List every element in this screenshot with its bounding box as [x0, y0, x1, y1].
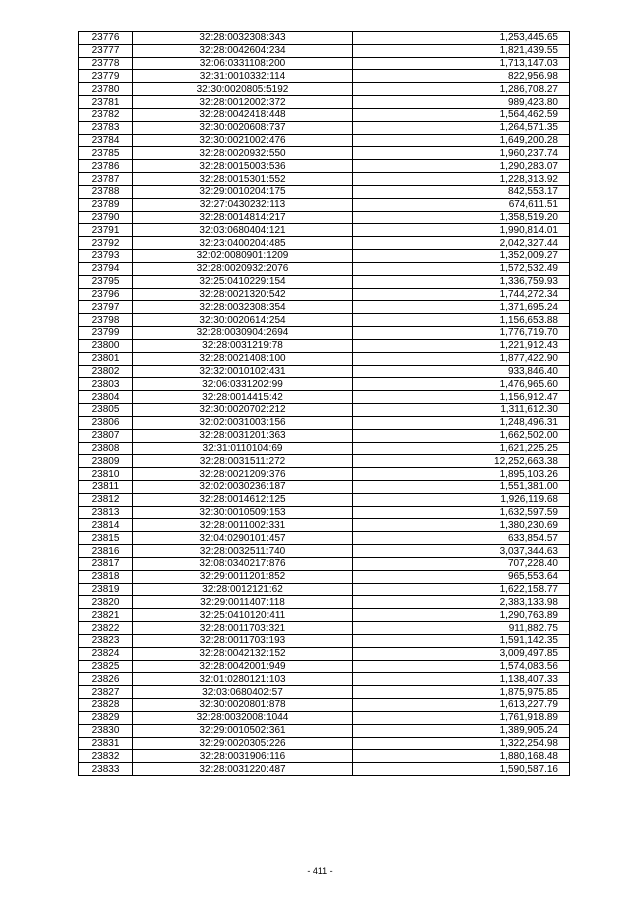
amount-cell: 1,389,905.24 [353, 724, 570, 737]
row-id-cell: 23821 [79, 609, 133, 622]
cadastral-number-cell: 32:30:0021002:476 [133, 134, 353, 147]
amount-cell: 1,564,462.59 [353, 108, 570, 121]
row-id-cell: 23831 [79, 737, 133, 750]
row-id-cell: 23826 [79, 673, 133, 686]
row-id-cell: 23781 [79, 96, 133, 109]
row-id-cell: 23818 [79, 570, 133, 583]
row-id-cell: 23784 [79, 134, 133, 147]
row-id-cell: 23801 [79, 352, 133, 365]
table-row [79, 288, 570, 301]
cadastral-number-cell: 32:28:0012121:62 [133, 583, 353, 596]
cadastral-number-cell: 32:28:0014814:217 [133, 211, 353, 224]
amount-cell: 1,649,200.28 [353, 134, 570, 147]
table-row [79, 160, 570, 173]
table-row [79, 763, 570, 776]
row-id-cell: 23787 [79, 173, 133, 186]
table-row [79, 724, 570, 737]
cadastral-number-cell: 32:30:0020608:737 [133, 121, 353, 134]
table-row [79, 686, 570, 699]
table-row [79, 339, 570, 352]
table-row [79, 83, 570, 96]
cadastral-number-cell: 32:28:0021209:376 [133, 468, 353, 481]
amount-cell: 1,551,381.00 [353, 480, 570, 493]
table-row [79, 365, 570, 378]
table-row [79, 545, 570, 558]
cadastral-number-cell: 32:31:0010332:114 [133, 70, 353, 83]
cadastral-number-cell: 32:28:0032511:740 [133, 545, 353, 558]
cadastral-number-cell: 32:02:0031003:156 [133, 416, 353, 429]
amount-cell: 3,009,497.85 [353, 647, 570, 660]
cadastral-number-cell: 32:28:0032308:354 [133, 301, 353, 314]
row-id-cell: 23825 [79, 660, 133, 673]
table-row [79, 532, 570, 545]
table-row [79, 173, 570, 186]
cadastral-number-cell: 32:28:0030904:2694 [133, 327, 353, 340]
cadastral-number-cell: 32:30:0010509:153 [133, 506, 353, 519]
row-id-cell: 23806 [79, 416, 133, 429]
cadastral-number-cell: 32:28:0012002:372 [133, 96, 353, 109]
table-row [79, 711, 570, 724]
row-id-cell: 23789 [79, 198, 133, 211]
row-id-cell: 23809 [79, 455, 133, 468]
cadastral-number-cell: 32:28:0032008:1044 [133, 711, 353, 724]
table-row [79, 660, 570, 673]
row-id-cell: 23788 [79, 185, 133, 198]
amount-cell: 911,882.75 [353, 622, 570, 635]
table-row [79, 737, 570, 750]
amount-cell: 1,156,912.47 [353, 391, 570, 404]
cadastral-number-cell: 32:28:0042001:949 [133, 660, 353, 673]
table-row [79, 147, 570, 160]
table-row [79, 442, 570, 455]
row-id-cell: 23791 [79, 224, 133, 237]
cadastral-value-table [78, 31, 570, 776]
amount-cell: 1,336,759.93 [353, 275, 570, 288]
cadastral-number-cell: 32:31:0110104:69 [133, 442, 353, 455]
row-id-cell: 23779 [79, 70, 133, 83]
table-row [79, 570, 570, 583]
row-id-cell: 23820 [79, 596, 133, 609]
amount-cell: 1,761,918.89 [353, 711, 570, 724]
amount-cell: 1,622,158.77 [353, 583, 570, 596]
row-id-cell: 23813 [79, 506, 133, 519]
amount-cell: 633,854.57 [353, 532, 570, 545]
cadastral-number-cell: 32:28:0032308:343 [133, 32, 353, 45]
amount-cell: 1,371,695.24 [353, 301, 570, 314]
cadastral-number-cell: 32:28:0042418:448 [133, 108, 353, 121]
row-id-cell: 23803 [79, 378, 133, 391]
amount-cell: 1,574,083.56 [353, 660, 570, 673]
table-row [79, 32, 570, 45]
table-row [79, 185, 570, 198]
table-row [79, 493, 570, 506]
table-row [79, 699, 570, 712]
cadastral-number-cell: 32:27:0430232:113 [133, 198, 353, 211]
row-id-cell: 23799 [79, 327, 133, 340]
table-row [79, 211, 570, 224]
table-row [79, 750, 570, 763]
cadastral-number-cell: 32:30:0020805:5192 [133, 83, 353, 96]
row-id-cell: 23790 [79, 211, 133, 224]
row-id-cell: 23830 [79, 724, 133, 737]
table-row [79, 134, 570, 147]
table-row [79, 57, 570, 70]
row-id-cell: 23817 [79, 557, 133, 570]
cadastral-number-cell: 32:28:0042604:234 [133, 44, 353, 57]
amount-cell: 1,248,496.31 [353, 416, 570, 429]
table-row [79, 622, 570, 635]
row-id-cell: 23798 [79, 314, 133, 327]
cadastral-number-cell: 32:03:0680402:57 [133, 686, 353, 699]
table-row [79, 404, 570, 417]
amount-cell: 1,253,445.65 [353, 32, 570, 45]
table-row [79, 378, 570, 391]
row-id-cell: 23800 [79, 339, 133, 352]
row-id-cell: 23814 [79, 519, 133, 532]
row-id-cell: 23792 [79, 237, 133, 250]
cadastral-number-cell: 32:30:0020801:878 [133, 699, 353, 712]
row-id-cell: 23796 [79, 288, 133, 301]
amount-cell: 1,264,571.35 [353, 121, 570, 134]
table-row [79, 634, 570, 647]
amount-cell: 1,895,103.26 [353, 468, 570, 481]
table-row [79, 455, 570, 468]
cadastral-number-cell: 32:02:0030236:187 [133, 480, 353, 493]
amount-cell: 965,553.64 [353, 570, 570, 583]
row-id-cell: 23777 [79, 44, 133, 57]
amount-cell: 842,553.17 [353, 185, 570, 198]
row-id-cell: 23811 [79, 480, 133, 493]
row-id-cell: 23785 [79, 147, 133, 160]
cadastral-number-cell: 32:29:0011201:852 [133, 570, 353, 583]
amount-cell: 1,572,532.49 [353, 262, 570, 275]
cadastral-number-cell: 32:25:0410120:411 [133, 609, 353, 622]
row-id-cell: 23802 [79, 365, 133, 378]
table-row [79, 198, 570, 211]
table-row [79, 609, 570, 622]
table-body [79, 32, 570, 776]
cadastral-number-cell: 32:28:0031201:363 [133, 429, 353, 442]
row-id-cell: 23783 [79, 121, 133, 134]
cadastral-number-cell: 32:28:0015003:536 [133, 160, 353, 173]
table-row [79, 429, 570, 442]
row-id-cell: 23810 [79, 468, 133, 481]
row-id-cell: 23795 [79, 275, 133, 288]
amount-cell: 989,423.80 [353, 96, 570, 109]
cadastral-number-cell: 32:29:0011407:118 [133, 596, 353, 609]
table-row [79, 70, 570, 83]
table-row [79, 224, 570, 237]
amount-cell: 1,960,237.74 [353, 147, 570, 160]
amount-cell: 1,138,407.33 [353, 673, 570, 686]
row-id-cell: 23828 [79, 699, 133, 712]
row-id-cell: 23812 [79, 493, 133, 506]
row-id-cell: 23808 [79, 442, 133, 455]
amount-cell: 1,352,009.27 [353, 250, 570, 263]
cadastral-number-cell: 32:28:0031511:272 [133, 455, 353, 468]
table-row [79, 250, 570, 263]
table-row [79, 596, 570, 609]
row-id-cell: 23832 [79, 750, 133, 763]
amount-cell: 1,776,719.70 [353, 327, 570, 340]
amount-cell: 1,877,422.90 [353, 352, 570, 365]
row-id-cell: 23829 [79, 711, 133, 724]
cadastral-number-cell: 32:28:0042132:152 [133, 647, 353, 660]
cadastral-number-cell: 32:28:0011703:193 [133, 634, 353, 647]
row-id-cell: 23833 [79, 763, 133, 776]
table-row [79, 391, 570, 404]
amount-cell: 1,358,519.20 [353, 211, 570, 224]
amount-cell: 674,611.51 [353, 198, 570, 211]
cadastral-number-cell: 32:29:0020305:226 [133, 737, 353, 750]
row-id-cell: 23794 [79, 262, 133, 275]
amount-cell: 1,156,653.88 [353, 314, 570, 327]
amount-cell: 1,613,227.79 [353, 699, 570, 712]
table-row [79, 121, 570, 134]
table-row [79, 583, 570, 596]
cadastral-number-cell: 32:25:0410229:154 [133, 275, 353, 288]
amount-cell: 12,252,663.38 [353, 455, 570, 468]
cadastral-number-cell: 32:28:0015301:552 [133, 173, 353, 186]
row-id-cell: 23822 [79, 622, 133, 635]
amount-cell: 1,880,168.48 [353, 750, 570, 763]
amount-cell: 1,713,147.03 [353, 57, 570, 70]
cadastral-number-cell: 32:28:0031220:487 [133, 763, 353, 776]
cadastral-number-cell: 32:28:0014612:125 [133, 493, 353, 506]
row-id-cell: 23807 [79, 429, 133, 442]
cadastral-number-cell: 32:29:0010502:361 [133, 724, 353, 737]
amount-cell: 1,926,119.68 [353, 493, 570, 506]
table-row [79, 673, 570, 686]
table-row [79, 327, 570, 340]
cadastral-number-cell: 32:30:0020702:212 [133, 404, 353, 417]
row-id-cell: 23827 [79, 686, 133, 699]
cadastral-number-cell: 32:04:0290101:457 [133, 532, 353, 545]
table-row [79, 262, 570, 275]
page-number: - 411 - [307, 866, 333, 876]
amount-cell: 1,875,975.85 [353, 686, 570, 699]
cadastral-number-cell: 32:23:0400204:485 [133, 237, 353, 250]
table-row [79, 96, 570, 109]
cadastral-number-cell: 32:01:0280121:103 [133, 673, 353, 686]
row-id-cell: 23780 [79, 83, 133, 96]
cadastral-number-cell: 32:32:0010102:431 [133, 365, 353, 378]
row-id-cell: 23793 [79, 250, 133, 263]
row-id-cell: 23816 [79, 545, 133, 558]
cadastral-number-cell: 32:02:0080901:1209 [133, 250, 353, 263]
cadastral-number-cell: 32:28:0031219:78 [133, 339, 353, 352]
cadastral-number-cell: 32:28:0020932:2076 [133, 262, 353, 275]
row-id-cell: 23819 [79, 583, 133, 596]
table-row [79, 108, 570, 121]
amount-cell: 1,286,708.27 [353, 83, 570, 96]
table-row [79, 237, 570, 250]
row-id-cell: 23782 [79, 108, 133, 121]
amount-cell: 1,221,912.43 [353, 339, 570, 352]
table-row [79, 314, 570, 327]
table-row [79, 275, 570, 288]
row-id-cell: 23778 [79, 57, 133, 70]
amount-cell: 2,383,133.98 [353, 596, 570, 609]
cadastral-number-cell: 32:28:0021408:100 [133, 352, 353, 365]
cadastral-number-cell: 32:29:0010204:175 [133, 185, 353, 198]
row-id-cell: 23797 [79, 301, 133, 314]
cadastral-number-cell: 32:28:0011002:331 [133, 519, 353, 532]
row-id-cell: 23805 [79, 404, 133, 417]
amount-cell: 1,290,283.07 [353, 160, 570, 173]
cadastral-number-cell: 32:28:0014415:42 [133, 391, 353, 404]
row-id-cell: 23815 [79, 532, 133, 545]
amount-cell: 1,322,254.98 [353, 737, 570, 750]
cadastral-number-cell: 32:28:0020932:550 [133, 147, 353, 160]
cadastral-number-cell: 32:30:0020614:254 [133, 314, 353, 327]
amount-cell: 1,380,230.69 [353, 519, 570, 532]
amount-cell: 1,476,965.60 [353, 378, 570, 391]
row-id-cell: 23786 [79, 160, 133, 173]
amount-cell: 1,228,313.92 [353, 173, 570, 186]
amount-cell: 933,846.40 [353, 365, 570, 378]
cadastral-number-cell: 32:06:0331202:99 [133, 378, 353, 391]
table-row [79, 352, 570, 365]
table-row [79, 519, 570, 532]
cadastral-number-cell: 32:03:0680404:121 [133, 224, 353, 237]
amount-cell: 1,632,597.59 [353, 506, 570, 519]
table-row [79, 468, 570, 481]
amount-cell: 1,662,502.00 [353, 429, 570, 442]
table-row [79, 301, 570, 314]
amount-cell: 2,042,327.44 [353, 237, 570, 250]
amount-cell: 1,311,612.30 [353, 404, 570, 417]
amount-cell: 1,621,225.25 [353, 442, 570, 455]
cadastral-number-cell: 32:28:0011703:321 [133, 622, 353, 635]
amount-cell: 1,290,763.89 [353, 609, 570, 622]
cadastral-number-cell: 32:06:0331108:200 [133, 57, 353, 70]
table-row [79, 647, 570, 660]
row-id-cell: 23824 [79, 647, 133, 660]
amount-cell: 822,956.98 [353, 70, 570, 83]
amount-cell: 1,591,142.35 [353, 634, 570, 647]
amount-cell: 1,821,439.55 [353, 44, 570, 57]
cadastral-number-cell: 32:28:0031906:116 [133, 750, 353, 763]
row-id-cell: 23823 [79, 634, 133, 647]
table-row [79, 480, 570, 493]
amount-cell: 1,990,814.01 [353, 224, 570, 237]
row-id-cell: 23804 [79, 391, 133, 404]
table-row [79, 557, 570, 570]
table-row [79, 416, 570, 429]
amount-cell: 3,037,344.63 [353, 545, 570, 558]
amount-cell: 1,744,272.34 [353, 288, 570, 301]
cadastral-number-cell: 32:08:0340217:876 [133, 557, 353, 570]
row-id-cell: 23776 [79, 32, 133, 45]
table-row [79, 506, 570, 519]
cadastral-number-cell: 32:28:0021320:542 [133, 288, 353, 301]
amount-cell: 707,228.40 [353, 557, 570, 570]
amount-cell: 1,590,587.16 [353, 763, 570, 776]
table-row [79, 44, 570, 57]
